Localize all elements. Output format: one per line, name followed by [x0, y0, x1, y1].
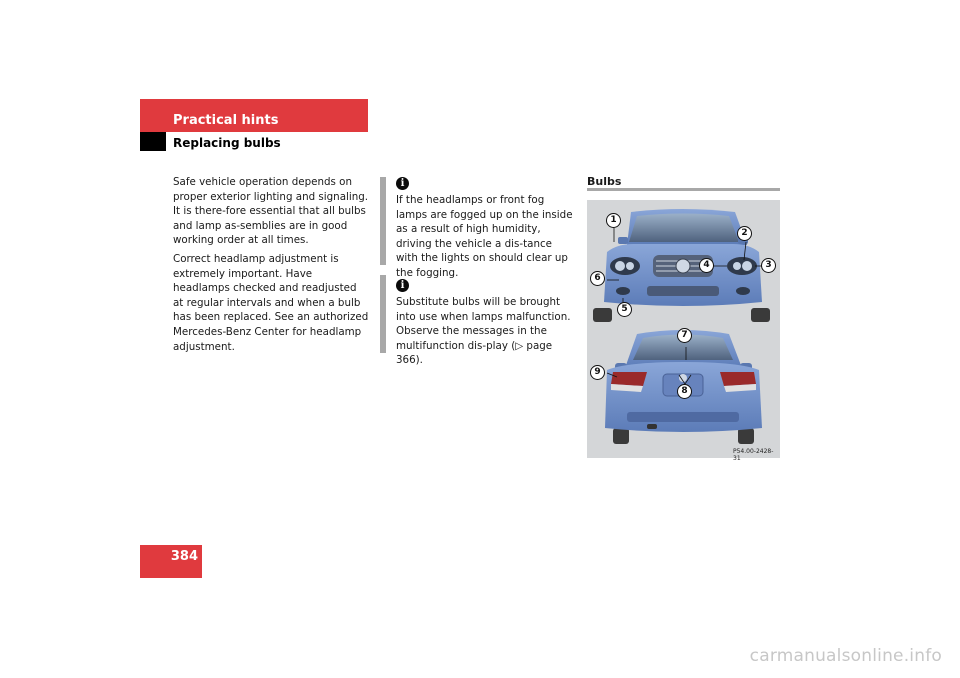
- callout-label: 1: [606, 213, 621, 228]
- info-icon: i: [396, 279, 409, 292]
- watermark-text: carmanualsonline.info: [749, 646, 942, 666]
- intro-paragraph-1: Safe vehicle operation depends on proper exterior lighting and signaling. It is there-fore essential that all bulbs and lamp as-semblies are in good working order at all times.: [173, 176, 369, 247]
- bulbs-heading: Bulbs: [587, 175, 622, 188]
- callout-label: 5: [617, 302, 632, 317]
- callout-label: 4: [699, 258, 714, 273]
- callout-9: [590, 365, 605, 380]
- callout-3: [761, 258, 776, 273]
- figure-code-label: P54.00-2428-31: [733, 448, 774, 462]
- callout-label: 6: [590, 271, 605, 286]
- callout-6: [590, 271, 605, 286]
- info-note-1: [396, 177, 576, 281]
- page-number: 384: [170, 549, 198, 564]
- callout-label: 2: [737, 226, 752, 241]
- callout-7: [677, 328, 692, 343]
- section-subtitle: Replacing bulbs: [173, 136, 281, 150]
- bulbs-rule: [587, 188, 780, 191]
- section-title: Practical hints: [173, 113, 279, 128]
- callout-8: [677, 384, 692, 399]
- callout-label: 7: [677, 328, 692, 343]
- info-icon: i: [396, 177, 409, 190]
- info-note-2: [396, 279, 576, 368]
- intro-text: [173, 175, 369, 358]
- callout-1: [606, 213, 621, 228]
- note-text-1: If the headlamps or front fog lamps are fogged up on the inside as a result of high humidity, driving the vehicle a dis-tance with the lights on should clear up the fogging.: [396, 194, 573, 279]
- callout-4: [699, 258, 714, 273]
- callout-2: [737, 226, 752, 241]
- intro-paragraph-2: Correct headlamp adjustment is extremely important. Have headlamps checked and readjusted at regular intervals and when a bulb has been replaced. See an authorized Mercedes-Benz Center for headlamp adjustment.: [173, 252, 369, 353]
- callout-label: 8: [677, 384, 692, 399]
- note-text-2: Substitute bulbs will be brought into use when lamps malfunction. Observe the messages in the multifunction dis-play (▷ page 366).: [396, 296, 571, 367]
- note-bar-1: [380, 177, 386, 265]
- callout-5: [617, 302, 632, 317]
- note-bar-2: [380, 275, 386, 353]
- callout-label: 3: [761, 258, 776, 273]
- callout-label: 9: [590, 365, 605, 380]
- header-marker: [140, 132, 166, 151]
